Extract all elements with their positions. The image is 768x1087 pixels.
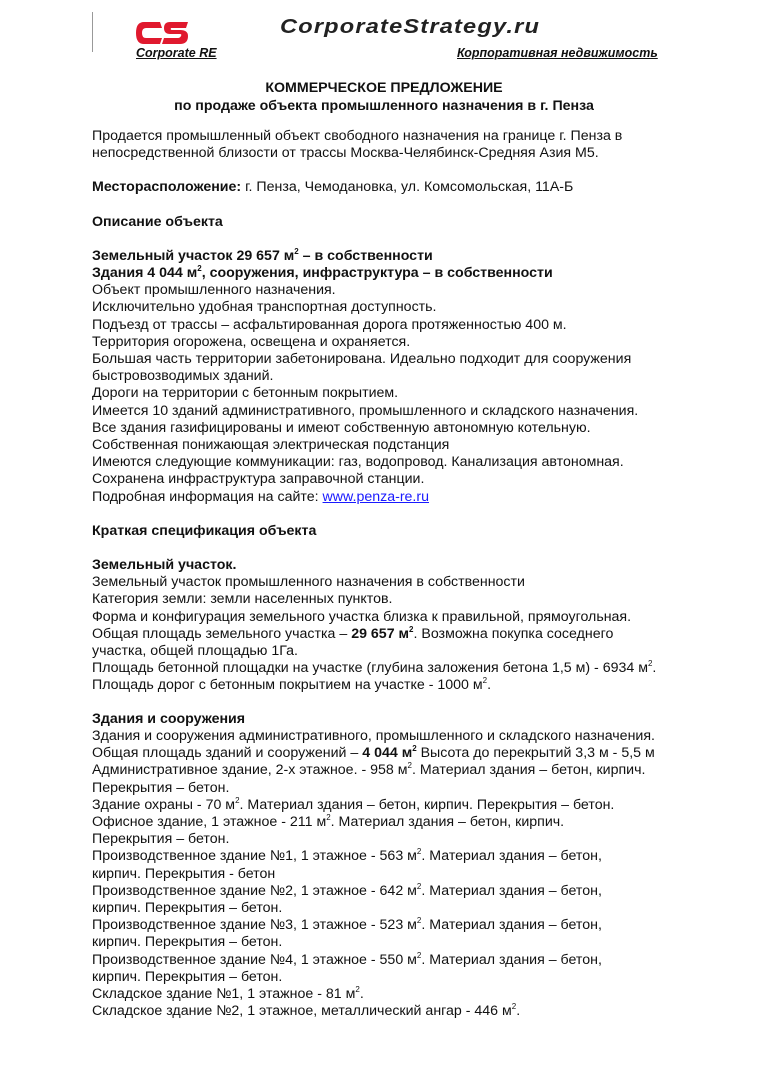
description-line: Все здания газифицированы и имеют собственную автономную котельную. [92,419,591,436]
building-item: Административное здание, 2-х этажное. - 958 $м^2$. Материал здания – бетон, кирпич. [92,761,646,779]
logo-text: CorporateStrategy.ru [280,16,541,38]
buildings-total-line: Общая площадь зданий и сооружений – 4 044 $м^2$ Высота до перекрытий 3,3 м - 5,5 м [92,744,655,762]
doc-title: КОММЕРЧЕСКОЕ ПРЕДЛОЖЕНИЕ [265,80,503,96]
buildings-heading: Здания и сооружения [92,710,246,727]
land-summary: Земельный участок 29 657 $м^2$ – в собственности [92,246,433,264]
description-line: быстровозводимых зданий. [92,368,274,385]
location-value: г. Пенза, Чемодановка, ул. Комсомольская, 11А-Б [241,179,574,196]
building-item-cont: кирпич. Перекрытия - бетон [92,865,276,882]
building-item: Производственное здание №3, 1 этажное - 523 $м^2$. Материал здания – бетон, [92,916,602,934]
description-line: Собственная понижающая электрическая подстанция [92,437,450,454]
building-item: Производственное здание №1, 1 этажное - 563 $м^2$. Материал здания – бетон, [92,847,602,865]
description-line: Дороги на территории с бетонным покрытием. [92,385,399,402]
intro-line: Продается промышленный объект свободного назначения на границе г. Пенза в [92,128,623,144]
building-item: Здание охраны - 70 $м^2$. Материал здания – бетон, кирпич. Перекрытия – бетон. [92,795,615,813]
doc-subtitle: по продаже объекта промышленного назначения в г. Пенза [174,98,594,114]
description-line: Большая часть территории забетонирована. Идеально подходит для сооружения [92,351,632,368]
concrete-area-line: Площадь бетонной площадки на участке (глубина заложения бетона 1,5 м) - 6934 $м^2$. [92,659,657,677]
document-body [92,128,732,1020]
land-line: Земельный участок промышленного назначения в собственности [92,574,525,591]
description-line: Имеются следующие коммуникации: газ, водопровод. Канализация автономная. [92,454,624,471]
description-line: Исключительно удобная транспортная доступность. [92,299,437,316]
building-item-cont: Перекрытия – бетон. [92,831,230,848]
building-item: Складское здание №1, 1 этажное - 81 $м^2$. [92,984,364,1002]
buildings-summary: Здания 4 044 $м^2$, сооружения, инфраструктура – в собственности [92,264,553,282]
land-area-line: участка, общей площадью 1Га. [92,643,298,660]
header-left-label: Corporate RE [136,46,217,60]
building-item: Офисное здание, 1 этажное - 211 $м^2$. Материал здания – бетон, кирпич. [92,812,565,830]
building-item-cont: кирпич. Перекрытия – бетон. [92,968,283,985]
description-line: Имеется 10 зданий административного, промышленного и складского назначения. [92,402,639,419]
land-area-line: Общая площадь земельного участка – 29 657 $м^2$. Возможна покупка соседнего [92,624,614,642]
building-item-cont: кирпич. Перекрытия – бетон. [92,899,283,916]
building-item-cont: кирпич. Перекрытия – бетон. [92,934,283,951]
intro-line: непосредственной близости от трассы Москва-Челябинск-Средняя Азия М5. [92,145,599,162]
description-line: Подъезд от трассы – асфальтированная дорога протяженностью 400 м. [92,316,567,333]
building-item: Складское здание №2, 1 этажное, металлический ангар - 446 $м^2$. [92,1002,521,1020]
roads-area-line: Площадь дорог с бетонным покрытием на участке - 1000 $м^2$. [92,676,492,694]
more-info-line: Подробная информация на сайте: www.penza-re.ru [92,488,429,505]
land-line: Форма и конфигурация земельного участка близка к правильной, прямоугольная. [92,608,632,625]
description-line: Территория огорожена, освещена и охраняется. [92,333,411,350]
building-item: Производственное здание №4, 1 этажное - 550 $м^2$. Материал здания – бетон, [92,950,602,968]
building-item-cont: Перекрытия – бетон. [92,779,230,796]
header-right-label: Корпоративная недвижимость [457,46,658,60]
description-line: Сохранена инфраструктура заправочной станции. [92,471,425,488]
land-line: Категория земли: земли населенных пунктов. [92,591,393,608]
building-item: Производственное здание №2, 1 этажное - 642 $м^2$. Материал здания – бетон, [92,881,602,899]
cs-logo-icon [134,18,190,48]
description-heading: Описание объекта [92,213,223,230]
description-line: Объект промышленного назначения. [92,282,336,299]
website-link[interactable]: www.penza-re.ru [322,488,429,505]
land-heading: Земельный участок. [92,557,237,574]
buildings-line: Здания и сооружения административного, промышленного и складского назначения. [92,727,655,744]
header-divider [92,12,93,52]
spec-heading: Краткая спецификация объекта [92,522,317,539]
location-label: Месторасположение: [92,179,242,196]
location-line [92,179,732,196]
